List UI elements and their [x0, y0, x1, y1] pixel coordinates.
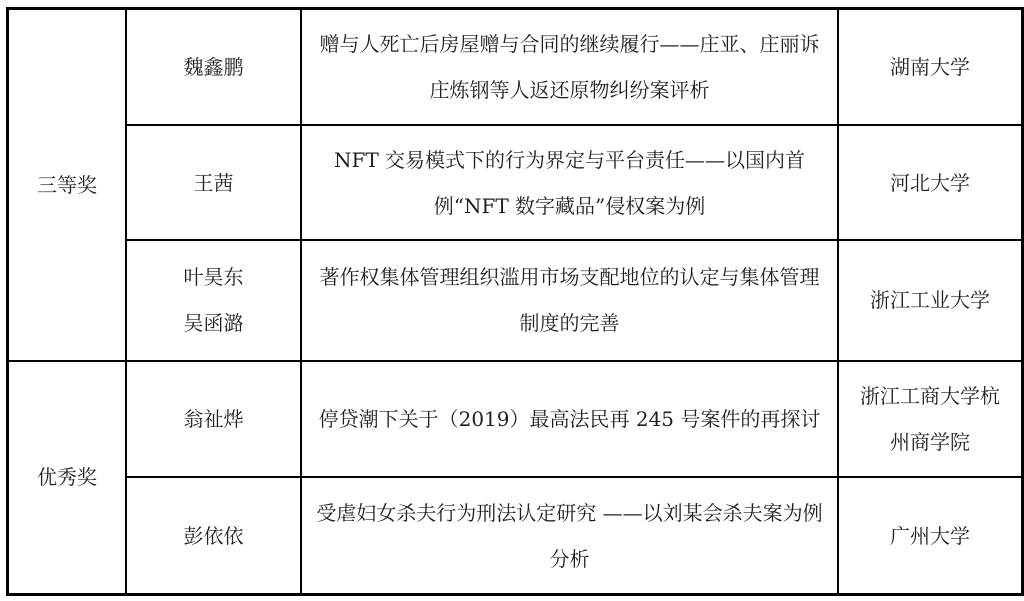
paper-title-cell: 受虐妇女杀夫行为刑法认定研究 ——以刘某会杀夫案为例分析: [301, 477, 838, 594]
university-cell: 浙江工业大学: [838, 240, 1023, 360]
university-cell: 河北大学: [838, 125, 1023, 240]
table-row: [8, 361, 1023, 477]
author-cell: [126, 9, 301, 125]
table-row: [8, 125, 1023, 240]
paper-title-cell: 停贷潮下关于（2019）最高法民再 245 号案件的再探讨: [301, 361, 838, 477]
paper-title-cell: 著作权集体管理组织滥用市场支配地位的认定与集体管理制度的完善: [301, 240, 838, 360]
paper-title-cell: 赠与人死亡后房屋赠与合同的继续履行——庄亚、庄丽诉庄炼钢等人返还原物纠纷案评析: [301, 9, 838, 125]
award-cell-excellence-prize: 优秀奖: [8, 361, 127, 595]
table-row: [8, 240, 1023, 360]
author-name: 翁祉烨: [183, 406, 244, 431]
paper-title-cell: NFT 交易模式下的行为界定与平台责任——以国内首例“NFT 数字藏品”侵权案为例: [301, 125, 838, 240]
award-cell-third-prize: 三等奖: [8, 9, 127, 361]
author-name: 魏鑫鹏: [183, 54, 244, 79]
awards-table: [6, 7, 1024, 596]
author-cell: [126, 240, 301, 360]
university-cell: 浙江工商大学杭州商学院: [838, 361, 1023, 477]
university-cell: 湖南大学: [838, 9, 1023, 125]
author-cell: [126, 361, 301, 477]
university-cell: 广州大学: [838, 477, 1023, 594]
table-row: [8, 477, 1023, 594]
table-row: [8, 9, 1023, 125]
author-cell: [126, 477, 301, 594]
author-name: 彭依依: [183, 523, 244, 548]
author-name: 王茜: [193, 170, 234, 195]
author-name: 叶昊东: [183, 265, 244, 290]
author-cell: [126, 125, 301, 240]
author-name: 吴函潞: [183, 311, 244, 336]
